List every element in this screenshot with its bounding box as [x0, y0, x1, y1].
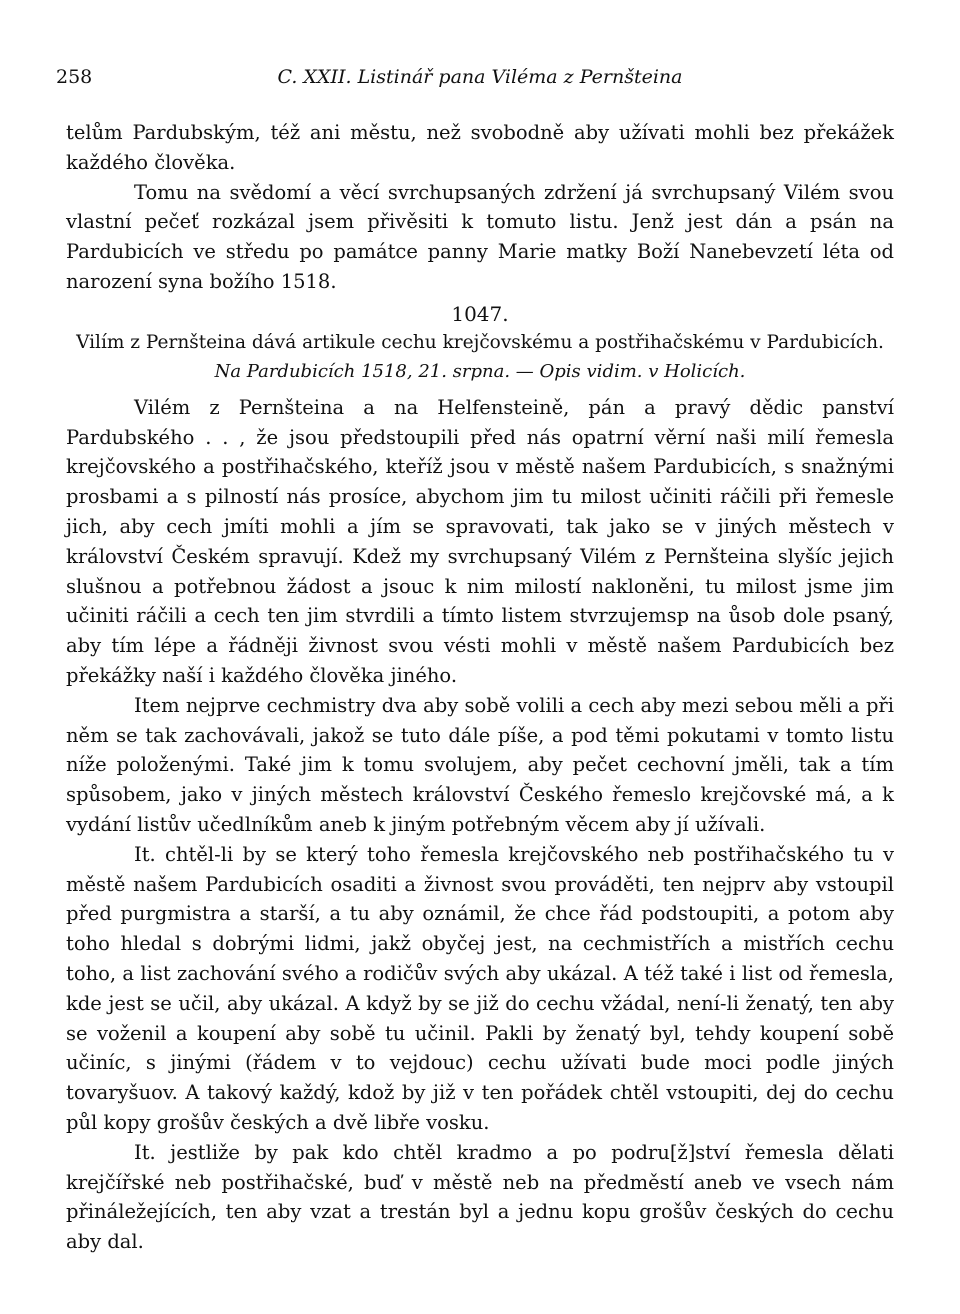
paragraph-item-admission: It. chtěl-li by se který toho řemesla krejčovského neb postřihačského tu v městě našem Pardubicích osaditi a živnost svou prováděti, ten nejprv aby vstoupil před purgmistra a starší, a tu aby oznámil, že chce řád podstoupiti, a potom aby toho hledal s dobrými lidmi, jakž obyčej jest, na cechmistřích a mistřích cechu toho, a list zachování svého a rodičův svých aby ukázal. A též také i list od řemesla, kde jest se učil, aby ukázal. A když by se již do cechu vžádal, není-li ženatý, ten aby se voženil a koupení aby sobě tu učinil. Pakli by ženatý byl, tehdy koupení sobě učiníc, s jinými (řádem v to vejdouc) cechu užívati bude moci podle jiných tovaryšuov. A takový každý, kdož by již v ten pořádek chtěl vstoupiti, dej do cechu půl kopy grošův českých a dvě libře vosku. [66, 842, 894, 1134]
paragraph-intro: Vilém z Pernšteina a na Helfensteině, pán a pravý dědic panství Pardubského . . , že jsou předstoupili před nás opatrní věrní naši milí řemesla krejčovského a postřihačského, kteříž jsou v městě našem Pardubicích, s snažnými prosbami a s pilností nás prosíce, abychom jim tu milost učiniti ráčili při řemesle jich, aby cech jmíti mohli a jím se spravovati, tak jako se v jiných městech v království Českém spravují. Kdež my svrchupsaný Vilém z Pernšteina slyšíc jejich slušnou a potřebnou žádost a jsouc k nim milostí nakloněni, tu milost jsme jim učiniti ráčili a cech ten jim stvrdili a tímto listem stvrzujemsp na ůsob dole psaný, aby tím lépe a řádněji živnost svou vésti mohli v městě našem Pardubicích bez překážky naší i každého člověka jiného. [66, 395, 894, 687]
text-block [66, 118, 894, 1257]
running-head [56, 66, 894, 96]
document-source: Na Pardubicích 1518, 21. srpna. — Opis vidim. v Holicích. [214, 360, 746, 382]
paragraph-item-penalty: It. jestliže by pak kdo chtěl kradmo a po podru[ž]ství řemesla dělati krejčířské neb postřihačské, buď v městě neb na předměstí aneb ve vsech nám přináležejících, ten aby vzat a trestán byl a jednu kopu grošův českých do cechu aby dal. [66, 1140, 894, 1254]
document-page [56, 66, 894, 1257]
page-number: 258 [56, 66, 93, 88]
document-summary: Vilím z Pernšteina dává artikule cechu krejčovskému a postřihačskému v Pardubicích. [76, 331, 884, 353]
paragraph-item-cechmistry: Item nejprve cechmistry dva aby sobě volili a cech aby mezi sebou měli a při něm se tak zachovávali, jakož se tuto dále píše, a pod těmi pokutami v tomto listu níže položenými. Také jim k tomu svolujem, aby pečet cechovní jměli, tak a tím spůsobem, jako v jiných městech království Českého řemeslo krejčovské má, a k vydání listův učedlníkům aneb k jiným potřebným věcem aby jí užívali. [66, 693, 894, 836]
paragraph-sealing-clause: Tomu na svědomí a věcí svrchupsaných zdržení já svrchupsaný Vilém svou vlastní pečeť rozkázal jsem přivěsiti k tomuto listu. Jenž jest dán a psán na Pardubicích ve středu po památce panny Marie matky Boží Nanebevzetí léta od narození syna božího 1518. [66, 180, 894, 293]
paragraph-continuation: telům Pardubským, též ani městu, než svobodně aby užívati mohli bez překážek každého člověka. [66, 121, 894, 174]
running-title: C. XXII. Listinář pana Viléma z Pernšteina [277, 66, 683, 88]
document-number: 1047. [451, 301, 509, 326]
